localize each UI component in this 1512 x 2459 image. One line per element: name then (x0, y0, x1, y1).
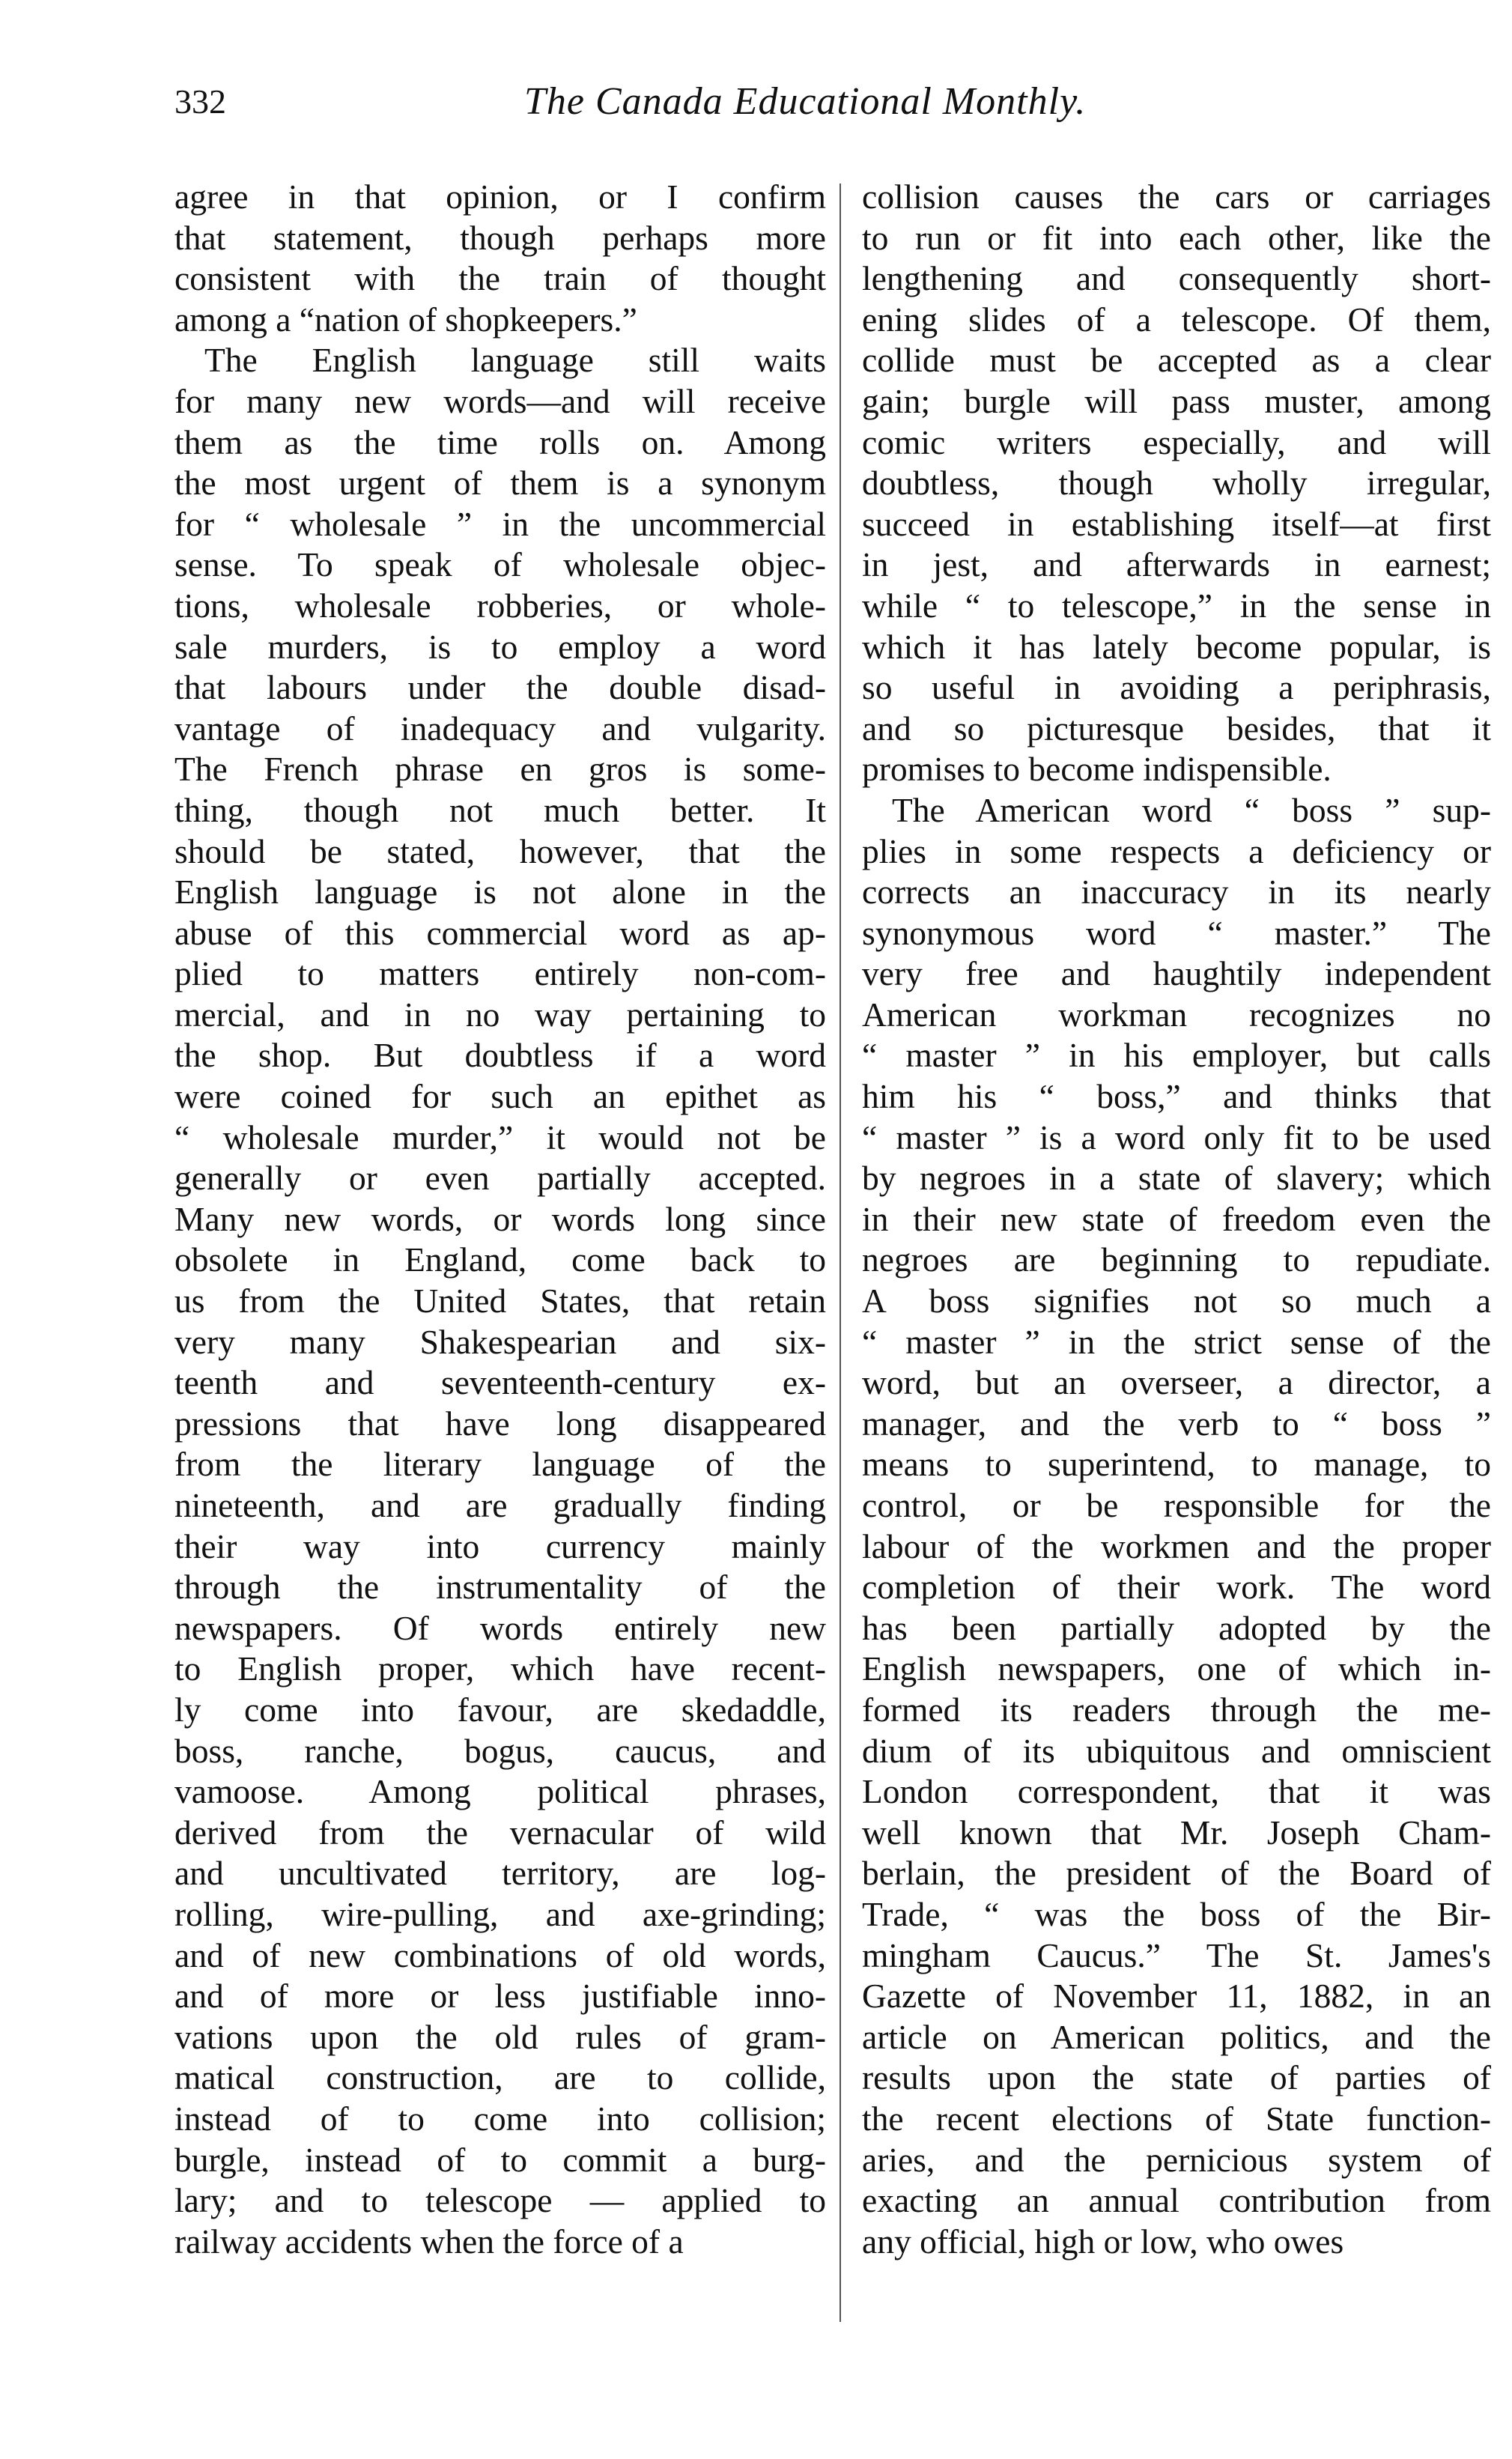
text-line: mingham Caucus.” The St. James's (862, 1935, 1491, 1974)
text-line: “ master ” in the strict sense of the (862, 1322, 1491, 1361)
text-line: gain; burgle will pass muster, among (862, 381, 1491, 420)
text-line: agree in that opinion, or I confirm (174, 178, 826, 216)
text-line: boss, ranche, bogus, caucus, and (174, 1731, 826, 1770)
text-line: matical construction, are to collide, (174, 2058, 826, 2097)
text-line: has been partially adopted by the (862, 1608, 1491, 1647)
text-line: aries, and the pernicious system of (862, 2140, 1491, 2179)
page-number: 332 (174, 82, 226, 121)
text-line: obsolete in England, come back to (174, 1240, 826, 1279)
text-line: for many new words—and will receive (174, 381, 826, 420)
text-line: and of more or less justifiable inno- (174, 1977, 826, 2016)
text-line: lengthening and consequently short- (862, 259, 1491, 298)
text-line: “ master ” in his employer, but calls (862, 1036, 1491, 1075)
text-line: succeed in establishing itself—at first (862, 504, 1491, 543)
text-line: derived from the vernacular of wild (174, 1813, 826, 1852)
text-line: plies in some respects a deficiency or (862, 831, 1491, 870)
text-line: ly come into favour, are skedaddle, (174, 1690, 826, 1729)
text-line: him his “ boss,” and thinks that (862, 1077, 1491, 1116)
text-line: nineteenth, and are gradually finding (174, 1486, 826, 1524)
text-line: berlain, the president of the Board of (862, 1854, 1491, 1893)
text-line: any official, high or low, who owes (862, 2222, 1344, 2261)
text-line: mercial, and in no way pertaining to (174, 995, 826, 1034)
text-line: abuse of this commercial word as ap- (174, 913, 826, 952)
text-line: that labours under the double disad- (174, 668, 826, 707)
text-line: English language is not alone in the (174, 873, 826, 912)
text-line: burgle, instead of to commit a burg- (174, 2140, 826, 2179)
text-line: their way into currency mainly (174, 1526, 826, 1565)
text-line: The English language still waits (204, 341, 826, 380)
text-line: tions, wholesale robberies, or whole- (174, 586, 826, 625)
text-line: and of new combinations of old words, (174, 1935, 826, 1974)
text-line: generally or even partially accepted. (174, 1159, 826, 1198)
text-line: manager, and the verb to “ boss ” (862, 1404, 1491, 1443)
text-line: rolling, wire-pulling, and axe-grinding; (174, 1894, 826, 1933)
text-line: vantage of inadequacy and vulgarity. (174, 709, 826, 748)
text-line: control, or be responsible for the (862, 1486, 1491, 1524)
text-line: comic writers especially, and will (862, 422, 1491, 461)
text-line: the recent elections of State function- (862, 2099, 1491, 2138)
text-line: collide must be accepted as a clear (862, 341, 1491, 380)
text-line: doubtless, though wholly irregular, (862, 464, 1491, 503)
text-line: ening slides of a telescope. Of them, (862, 300, 1491, 339)
text-line: synonymous word “ master.” The (862, 913, 1491, 952)
text-line: in jest, and afterwards in earnest; (862, 545, 1491, 584)
text-line: formed its readers through the me- (862, 1690, 1491, 1729)
text-line: the most urgent of them is a synonym (174, 464, 826, 503)
text-line: sale murders, is to employ a word (174, 627, 826, 666)
text-line: corrects an inaccuracy in its nearly (862, 873, 1491, 912)
right-text-column (862, 177, 1491, 2262)
text-line: railway accidents when the force of a (174, 2222, 684, 2261)
text-line: Gazette of November 11, 1882, in an (862, 1977, 1491, 2016)
text-line: The American word “ boss ” sup- (892, 790, 1491, 829)
text-line: lary; and to telescope — applied to (174, 2181, 826, 2220)
text-line: for “ wholesale ” in the uncommercial (174, 504, 826, 543)
text-line: promises to become indispensible. (862, 750, 1332, 789)
text-line: article on American politics, and the (862, 2017, 1491, 2056)
text-line: means to superintend, to manage, to (862, 1445, 1491, 1484)
text-line: newspapers. Of words entirely new (174, 1608, 826, 1647)
text-line: completion of their work. The word (862, 1568, 1491, 1607)
text-line: London correspondent, that it was (862, 1772, 1491, 1811)
text-line: from the literary language of the (174, 1445, 826, 1484)
text-line: negroes are beginning to repudiate. (862, 1240, 1491, 1279)
text-line: were coined for such an epithet as (174, 1077, 826, 1116)
text-line: so useful in avoiding a periphrasis, (862, 668, 1491, 707)
text-line: in their new state of freedom even the (862, 1199, 1491, 1238)
text-line: thing, though not much better. It (174, 790, 826, 829)
text-line: A boss signifies not so much a (862, 1282, 1491, 1321)
running-head-title: The Canada Educational Monthly. (524, 80, 1087, 123)
text-line: among a “nation of shopkeepers.” (174, 300, 637, 339)
text-line: American workman recognizes no (862, 995, 1491, 1034)
text-line: well known that Mr. Joseph Cham- (862, 1813, 1491, 1852)
left-text-column (174, 177, 826, 2262)
text-line: through the instrumentality of the (174, 1568, 826, 1607)
text-line: vations upon the old rules of gram- (174, 2017, 826, 2056)
text-line: and uncultivated territory, are log- (174, 1854, 826, 1893)
text-line: Trade, “ was the boss of the Bir- (862, 1894, 1491, 1933)
text-line: very many Shakespearian and six- (174, 1322, 826, 1361)
text-line: while “ to telescope,” in the sense in (862, 586, 1491, 625)
text-line: the shop. But doubtless if a word (174, 1036, 826, 1075)
column-divider (840, 184, 841, 2322)
text-line: which it has lately become popular, is (862, 627, 1491, 666)
text-line: consistent with the train of thought (174, 259, 826, 298)
text-line: pressions that have long disappeared (174, 1404, 826, 1443)
text-line: instead of to come into collision; (174, 2099, 826, 2138)
text-line: “ master ” is a word only fit to be used (862, 1118, 1491, 1156)
text-line: to run or fit into each other, like the (862, 218, 1491, 257)
text-line: teenth and seventeenth-century ex- (174, 1363, 826, 1402)
text-line: plied to matters entirely non-com- (174, 954, 826, 993)
text-line: us from the United States, that retain (174, 1282, 826, 1321)
text-line: collision causes the cars or carriages (862, 178, 1491, 216)
text-line: The French phrase en gros is some- (174, 750, 826, 789)
text-line: that statement, though perhaps more (174, 218, 826, 257)
text-line: English newspapers, one of which in- (862, 1649, 1491, 1688)
text-line: by negroes in a state of slavery; which (862, 1159, 1491, 1198)
text-line: Many new words, or words long since (174, 1199, 826, 1238)
text-line: dium of its ubiquitous and omniscient (862, 1731, 1491, 1770)
text-line: to English proper, which have recent- (174, 1649, 826, 1688)
text-line: word, but an overseer, a director, a (862, 1363, 1491, 1402)
text-line: and so picturesque besides, that it (862, 709, 1491, 748)
text-line: very free and haughtily independent (862, 954, 1491, 993)
text-line: vamoose. Among political phrases, (174, 1772, 826, 1811)
text-line: exacting an annual contribution from (862, 2181, 1491, 2220)
text-line: results upon the state of parties of (862, 2058, 1491, 2097)
text-line: them as the time rolls on. Among (174, 422, 826, 461)
text-line: labour of the workmen and the proper (862, 1526, 1491, 1565)
text-line: should be stated, however, that the (174, 831, 826, 870)
text-line: sense. To speak of wholesale objec- (174, 545, 826, 584)
text-line: “ wholesale murder,” it would not be (174, 1118, 826, 1156)
